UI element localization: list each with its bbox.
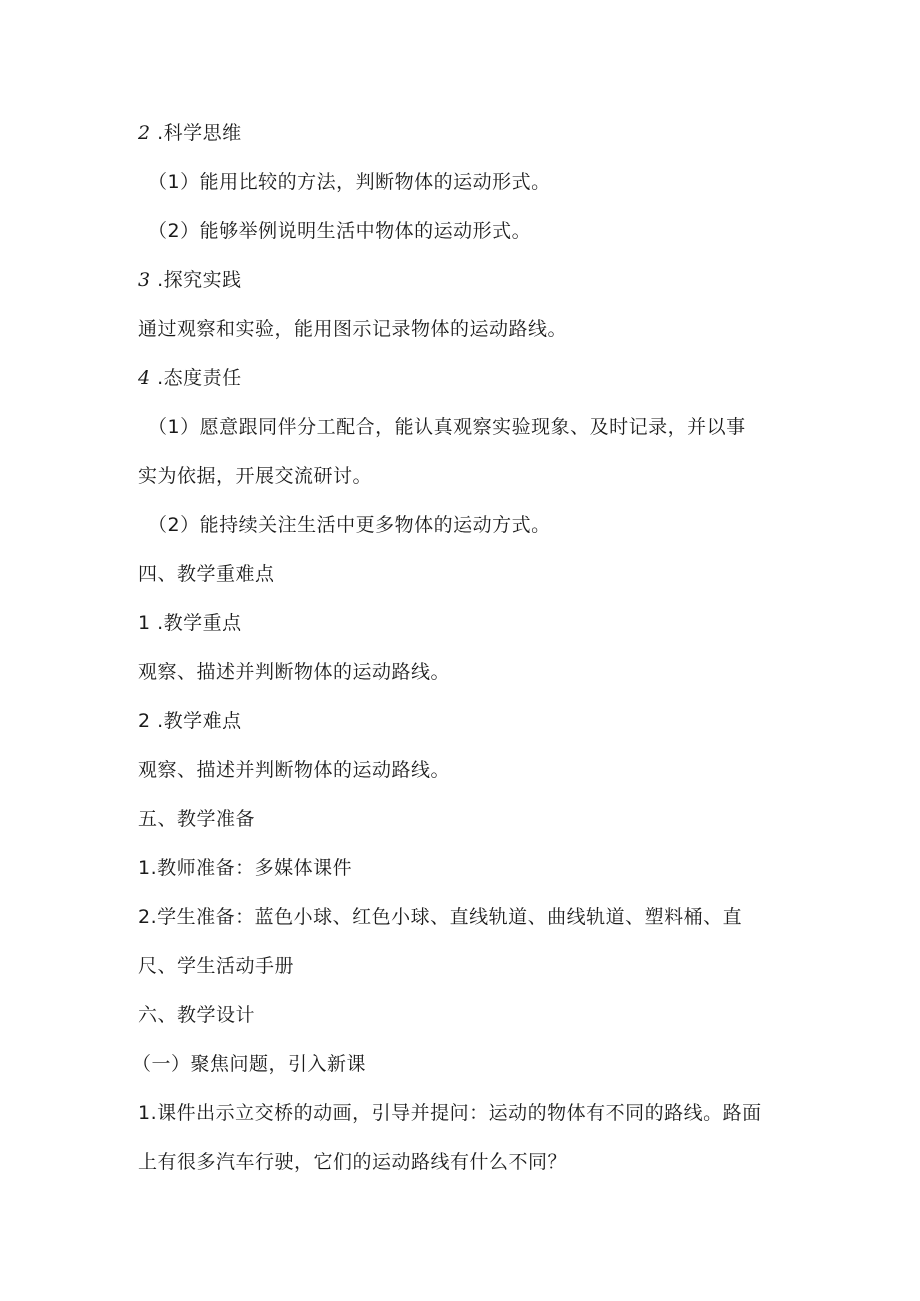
heading-inquiry-practice xyxy=(138,267,242,293)
heading-number: 3 xyxy=(138,269,151,291)
paragraph-line: 上有很多汽车行驶，它们的运动路线有什么不同？ xyxy=(138,1151,568,1173)
heading-text: .科学思维 xyxy=(150,122,242,144)
paragraph-line: （1）能用比较的方法，判断物体的运动形式。 xyxy=(148,171,551,193)
paragraph-line: 1.教师准备：多媒体课件 xyxy=(138,857,353,879)
paragraph-line: 观察、描述并判断物体的运动路线。 xyxy=(138,759,451,781)
paragraph-line: （2）能够举例说明生活中物体的运动形式。 xyxy=(148,220,532,242)
heading-text: .探究实践 xyxy=(150,269,242,291)
paragraph-line: 观察、描述并判断物体的运动路线。 xyxy=(138,661,451,683)
subheading: （一）聚焦问题，引入新课 xyxy=(132,1053,367,1075)
paragraph-line: 1.课件出示立交桥的动画，引导并提问：运动的物体有不同的路线。路面 xyxy=(138,1102,762,1124)
subheading: 1 .教学重点 xyxy=(138,612,242,634)
paragraph-line: （1）愿意跟同伴分工配合，能认真观察实验现象、及时记录，并以事 xyxy=(148,416,746,438)
paragraph-line: 实为依据，开展交流研讨。 xyxy=(138,465,373,487)
heading-scientific-thinking xyxy=(138,120,242,146)
section-heading-5: 五、教学准备 xyxy=(138,808,256,830)
paragraph-line: （2）能持续关注生活中更多物体的运动方式。 xyxy=(148,514,551,536)
heading-number: 2 xyxy=(138,122,151,144)
paragraph-line: 通过观察和实验，能用图示记录物体的运动路线。 xyxy=(138,318,568,340)
heading-text: .态度责任 xyxy=(150,367,242,389)
paragraph-line: 尺、学生活动手册 xyxy=(138,955,295,977)
section-heading-6: 六、教学设计 xyxy=(138,1004,256,1026)
heading-number: 4 xyxy=(138,367,151,389)
heading-attitude-responsibility xyxy=(138,365,242,391)
subheading: 2 .教学难点 xyxy=(138,710,242,732)
section-heading-4: 四、教学重难点 xyxy=(138,563,275,585)
paragraph-line: 2.学生准备：蓝色小球、红色小球、直线轨道、曲线轨道、塑料桶、直 xyxy=(138,906,743,928)
